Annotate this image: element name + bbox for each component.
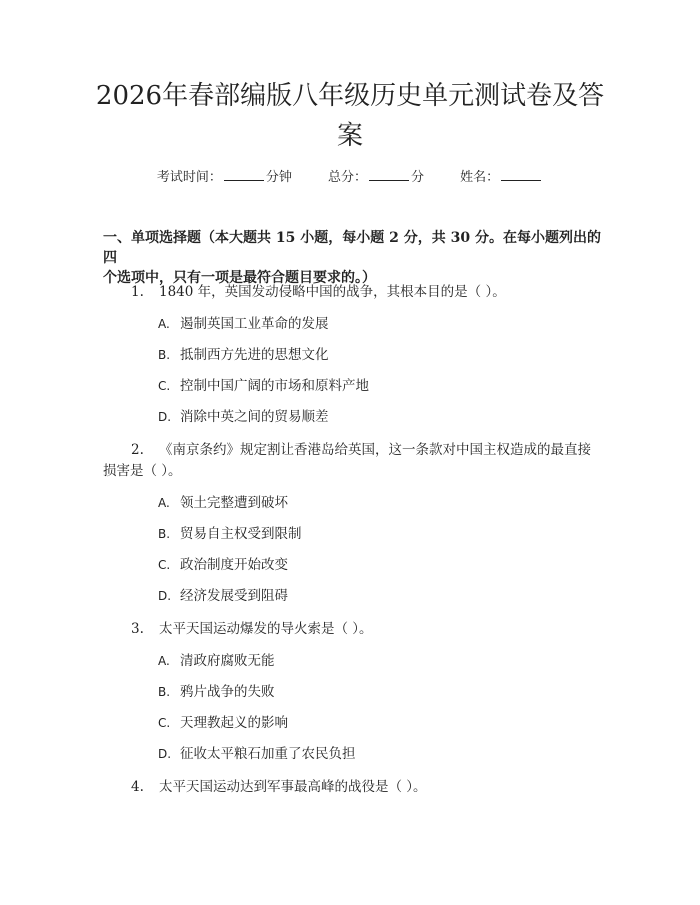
page-title xyxy=(0,76,700,156)
question-3-text: 太平天国运动爆发的导火索是（ ）。 xyxy=(159,621,373,637)
question-1 xyxy=(131,282,601,302)
section-heading xyxy=(103,228,603,288)
question-4 xyxy=(131,777,601,797)
question-3-number: 3. xyxy=(131,621,144,637)
question-3-option-b xyxy=(158,682,275,702)
option-text: 遏制英国工业革命的发展 xyxy=(180,316,329,332)
option-letter: A. xyxy=(158,317,170,331)
name-label: 姓名： xyxy=(460,170,500,185)
title-line-1: 2026年春部编版八年级历史单元测试卷及答 xyxy=(95,81,605,111)
total-score-field xyxy=(328,168,424,187)
total-score-blank xyxy=(369,168,409,181)
question-2-option-c xyxy=(158,555,288,575)
option-text: 鸦片战争的失败 xyxy=(180,684,275,700)
question-3-option-a xyxy=(158,651,275,671)
section-heading-line-1: 一、单项选择题（本大题共 15 小题，每小题 2 分，共 30 分。在每小题列出的四 xyxy=(103,230,601,266)
question-2-text-line-1: 《南京条约》规定割让香港岛给英国，这一条款对中国主权造成的最直接 xyxy=(159,442,591,458)
question-2-text-line-2: 损害是（ ）。 xyxy=(103,463,182,479)
title-line-2: 案 xyxy=(336,121,363,151)
question-2 xyxy=(131,440,601,460)
question-4-number: 4. xyxy=(131,779,144,795)
section-heading-line-2: 个选项中，只有一项是最符合题目要求的。） xyxy=(103,270,376,286)
option-text: 贸易自主权受到限制 xyxy=(180,526,302,542)
option-letter: C. xyxy=(158,558,171,572)
question-2-option-d xyxy=(158,586,288,606)
question-1-option-a xyxy=(158,314,329,334)
question-3 xyxy=(131,619,601,639)
question-2-option-b xyxy=(158,524,302,544)
option-letter: C. xyxy=(158,379,171,393)
option-letter: C. xyxy=(158,716,171,730)
option-text: 天理教起义的影响 xyxy=(180,715,288,731)
name-field xyxy=(460,168,543,187)
exam-time-field xyxy=(157,168,292,187)
question-1-text: 1840 年，英国发动侵略中国的战争，其根本目的是（ ）。 xyxy=(159,284,506,300)
option-letter: B. xyxy=(158,348,171,362)
option-text: 政治制度开始改变 xyxy=(180,557,288,573)
question-1-option-b xyxy=(158,345,329,365)
option-letter: A. xyxy=(158,654,170,668)
question-1-number: 1. xyxy=(131,284,144,300)
option-text: 经济发展受到阻碍 xyxy=(180,588,288,604)
option-text: 控制中国广阔的市场和原料产地 xyxy=(180,378,369,394)
exam-time-unit: 分钟 xyxy=(265,170,292,185)
total-score-unit: 分 xyxy=(411,170,425,185)
question-4-text: 太平天国运动达到军事最高峰的战役是（ ）。 xyxy=(159,779,427,795)
question-3-option-c xyxy=(158,713,288,733)
option-letter: D. xyxy=(158,410,172,424)
question-1-option-c xyxy=(158,376,369,396)
option-text: 抵制西方先进的思想文化 xyxy=(180,347,329,363)
question-3-option-d xyxy=(158,744,356,764)
question-1-option-d xyxy=(158,407,329,427)
option-letter: B. xyxy=(158,685,171,699)
total-score-label: 总分： xyxy=(327,170,367,185)
option-letter: B. xyxy=(158,527,171,541)
option-text: 清政府腐败无能 xyxy=(180,653,275,669)
option-letter: D. xyxy=(158,747,172,761)
option-text: 领土完整遭到破坏 xyxy=(180,495,288,511)
option-text: 消除中英之间的贸易顺差 xyxy=(180,409,329,425)
option-letter: A. xyxy=(158,496,170,510)
option-text: 征收太平粮石加重了农民负担 xyxy=(180,746,356,762)
exam-time-blank xyxy=(224,168,264,181)
question-2-option-a xyxy=(158,493,288,513)
exam-time-label: 考试时间： xyxy=(156,170,222,185)
option-letter: D. xyxy=(158,589,172,603)
name-blank xyxy=(501,168,541,181)
question-2-number: 2. xyxy=(131,442,144,458)
exam-info-bar xyxy=(0,168,700,187)
question-2-continuation xyxy=(103,461,573,481)
